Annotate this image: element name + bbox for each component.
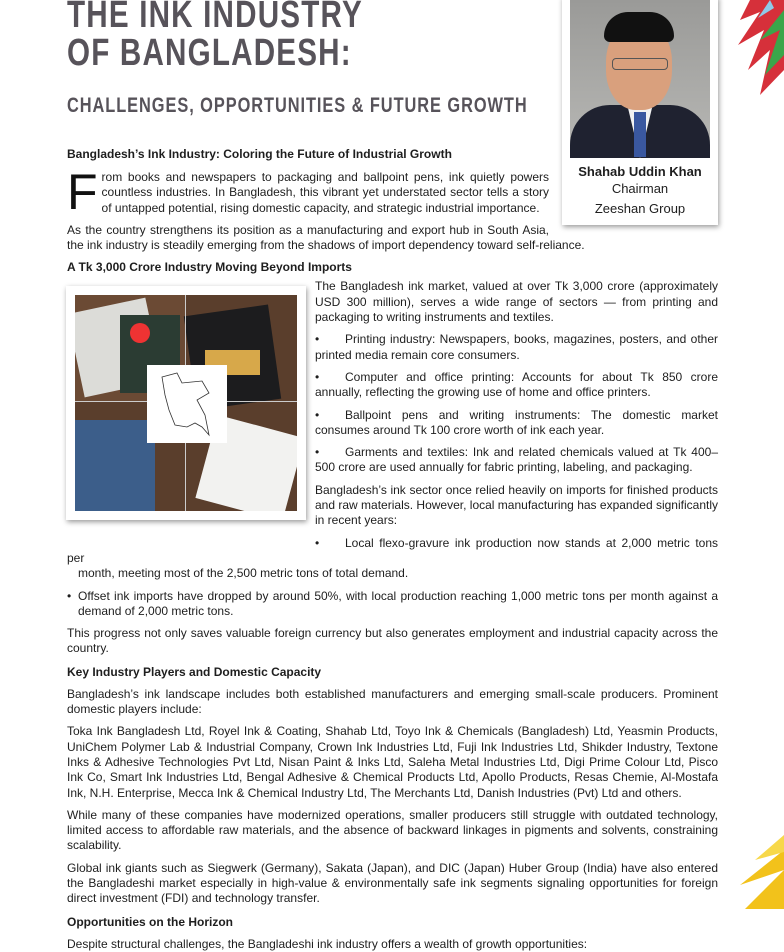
paragraph: Global ink giants such as Siegwerk (Germany), Sakata (Japan), and DIC (Japan) Huber Group (India) have also entered the Bangladeshi market especially in high-value & environmentally safe ink segments signaling opportunities for foreign direct investment (FDI) and technology transfer.: [67, 860, 718, 906]
section-heading: Key Industry Players and Domestic Capacity: [67, 664, 322, 679]
bullet-item: • Computer and office printing: Accounts for about Tk 850 crore annually, reflecting the growing use of home and office printers.: [315, 369, 718, 400]
paragraph: The Bangladesh ink market, valued at over Tk 3,000 crore (approximately USD 300 million), serves a wide range of sectors — from printing and packaging to writing instruments and textiles.: [315, 279, 718, 325]
article-title: [67, 0, 363, 72]
brush-stroke-decoration-top: [730, 0, 784, 125]
bullet-item: • Offset ink imports have dropped by around 50%, with local production reaching 1,000 metric tons per month against a demand of 2,000 metric tons.: [67, 588, 718, 618]
article-body: [67, 147, 718, 952]
paragraph: As the country strengthens its position as a manufacturing and export hub in South Asia, the ink industry is steadily emerging from the shadows of import dependency toward self-reliance.: [67, 222, 585, 253]
bullet-item: • Local flexo-gravure ink production now stands at 2,000 metric tons per: [67, 535, 718, 565]
paragraph: Bangladesh’s ink sector once relied heavily on imports for finished products and raw materials. However, local manufacturing has expanded significantly in recent years:: [315, 482, 718, 528]
paragraph: This progress not only saves valuable foreign currency but also generates employment and industrial capacity across the country.: [67, 626, 718, 656]
ink-uses-collage-image: [66, 286, 306, 520]
section-heading: A Tk 3,000 Crore Industry Moving Beyond Imports: [67, 260, 352, 275]
paragraph: While many of these companies have modernized operations, smaller producers still struggle with outdated technology, limited access to affordable raw materials, and the absence of backward linkages in pigments and solvents, constraining scalability.: [67, 807, 718, 853]
company-list-paragraph: Toka Ink Bangladesh Ltd, Royel Ink & Coating, Shahab Ltd, Toyo Ink & Chemicals (Bangladesh) Ltd, Yeasmin Products, UniChem Polymer Lab & Industrial Company, Crown Ink Industries Ltd, Fuji Ink Industries Ltd, Shikder Industry, Textone Inks & Adhesive Technologies Pvt Ltd, Nisan Paint & Inks Ltd, Saleha Metal Industries Ltd, Digi Prime Colour Ltd, Pisco Ink Co, Smart Ink Industries Ltd, Bengal Adhesive & Chemical Products Ltd, Apollo Products, Resas Chemie, Al-Mostafa Ink, N.H. Enterprise, Mecca Ink & Chemical Industry Ltd, The Merchants Ltd, Danish Industries (Pvt) Ltd and others.: [67, 724, 718, 800]
brush-stroke-decoration-bottom: [735, 830, 784, 909]
intro-paragraph: From books and newspapers to packaging and ballpoint pens, ink quietly powers countless industries. In Bangladesh, this vibrant yet understated sector tells a story of untapped potential, rising domestic capacity, and strategic industrial importance.: [67, 164, 549, 220]
profile-company: Zeeshan Group: [594, 201, 686, 216]
profile-name: Shahab Uddin Khan: [578, 164, 702, 179]
paragraph: Despite structural challenges, the Bangladeshi ink industry offers a wealth of growth opportunities:: [67, 936, 588, 951]
profile-card: [562, 0, 718, 225]
bullet-item: • Ballpoint pens and writing instruments: The domestic market consumes around Tk 100 crore worth of ink each year.: [315, 407, 718, 437]
section-heading: Bangladesh’s Ink Industry: Coloring the Future of Industrial Growth: [67, 147, 452, 161]
bangladesh-map-icon: [147, 365, 227, 443]
bullet-continuation: month, meeting most of the 2,500 metric tons of total demand.: [78, 566, 409, 581]
bullet-item: • Printing industry: Newspapers, books, magazines, posters, and other printed media remain core consumers.: [315, 332, 718, 362]
section-heading: Opportunities on the Horizon: [67, 914, 233, 929]
title-line-1: THE INK INDUSTRY: [67, 0, 363, 36]
drop-cap: F: [67, 164, 98, 220]
profile-role: Chairman: [611, 181, 669, 196]
profile-photo: [570, 0, 710, 158]
title-line-2: OF BANGLADESH:: [67, 32, 352, 74]
article-subtitle: CHALLENGES, OPPORTUNITIES & FUTURE GROWTH: [67, 94, 528, 117]
bullet-item: • Garments and textiles: Ink and related chemicals valued at Tk 400–500 crore are used annually for fabric printing, labeling, and packaging.: [315, 445, 718, 475]
paragraph: Bangladesh’s ink landscape includes both established manufacturers and emerging small-scale producers. Prominent domestic players include:: [67, 686, 718, 717]
